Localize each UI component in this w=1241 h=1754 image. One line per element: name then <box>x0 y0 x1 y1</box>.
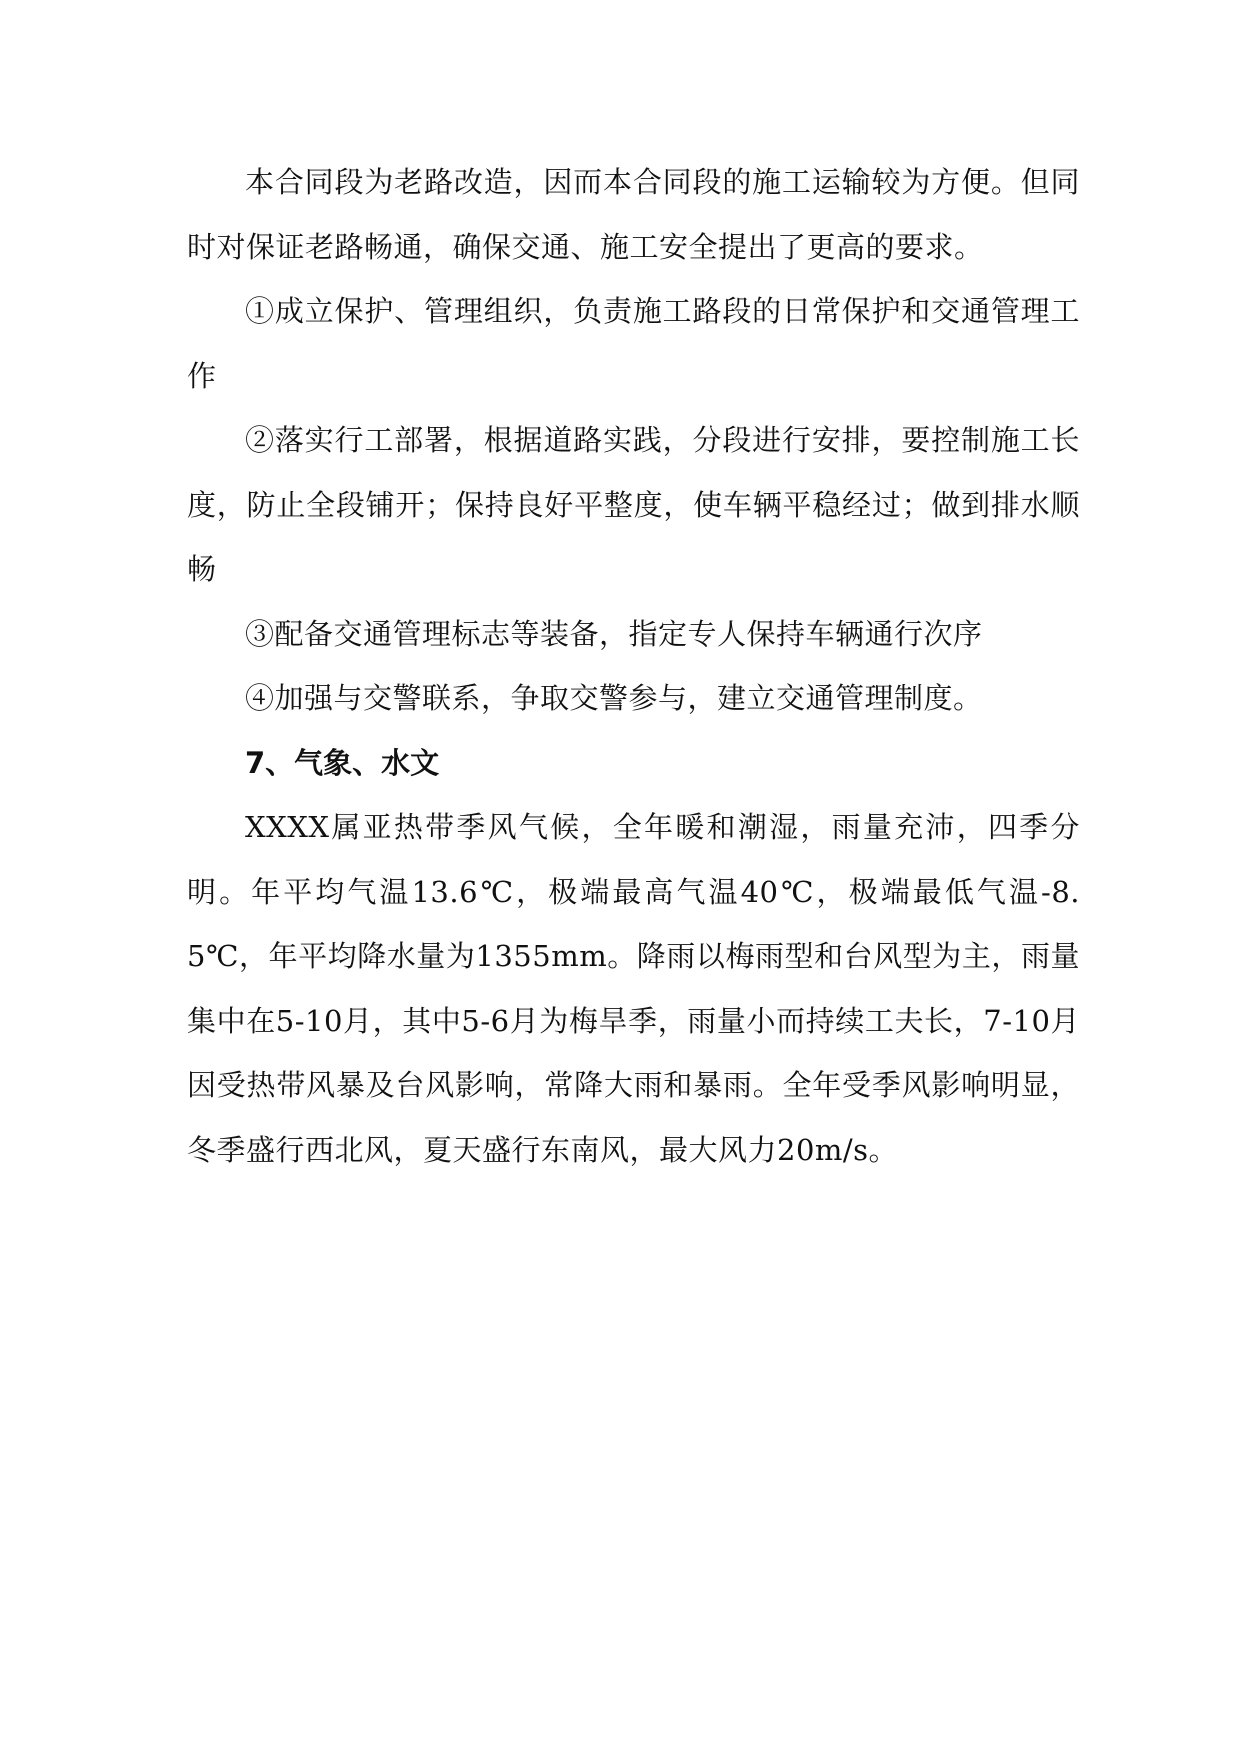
document-body <box>187 150 1080 1182</box>
paragraph-item-2: ②落实行工部署，根据道路实践，分段进行安排，要控制施工长度，防止全段铺开；保持良好平整度，使车辆平稳经过；做到排水顺畅 <box>187 423 1080 586</box>
paragraph-item-4: ④加强与交警联系，争取交警参与，建立交通管理制度。 <box>245 681 983 715</box>
section-heading: 7、气象、水文 <box>245 745 440 780</box>
paragraph-item-3: ③配备交通管理标志等装备，指定专人保持车辆通行次序 <box>245 616 983 651</box>
paragraph-item-1: ①成立保护、管理组织，负责施工路段的日常保护和交通管理工作 <box>187 294 1080 393</box>
paragraph-climate: XXXX属亚热带季风气候，全年暖和潮湿，雨量充沛，四季分明。年平均气温13.6℃，极端最高气温40℃，极端最低气温-8.5℃，年平均降水量为1355mm。降雨以梅雨型和台风型为主，雨量集中在5-10月，其中5-6月为梅旱季，雨量小而持续工夫长，7-10月因受热带风暴及台风影响，常降大雨和暴雨。全年受季风影响明显，冬季盛行西北风，夏天盛行东南风，最大风力20m/s。 <box>187 810 1080 1167</box>
paragraph-traffic-intro: 本合同段为老路改造，因而本合同段的施工运输较为方便。但同时对保证老路畅通，确保交通、施工安全提出了更高的要求。 <box>187 165 1080 264</box>
